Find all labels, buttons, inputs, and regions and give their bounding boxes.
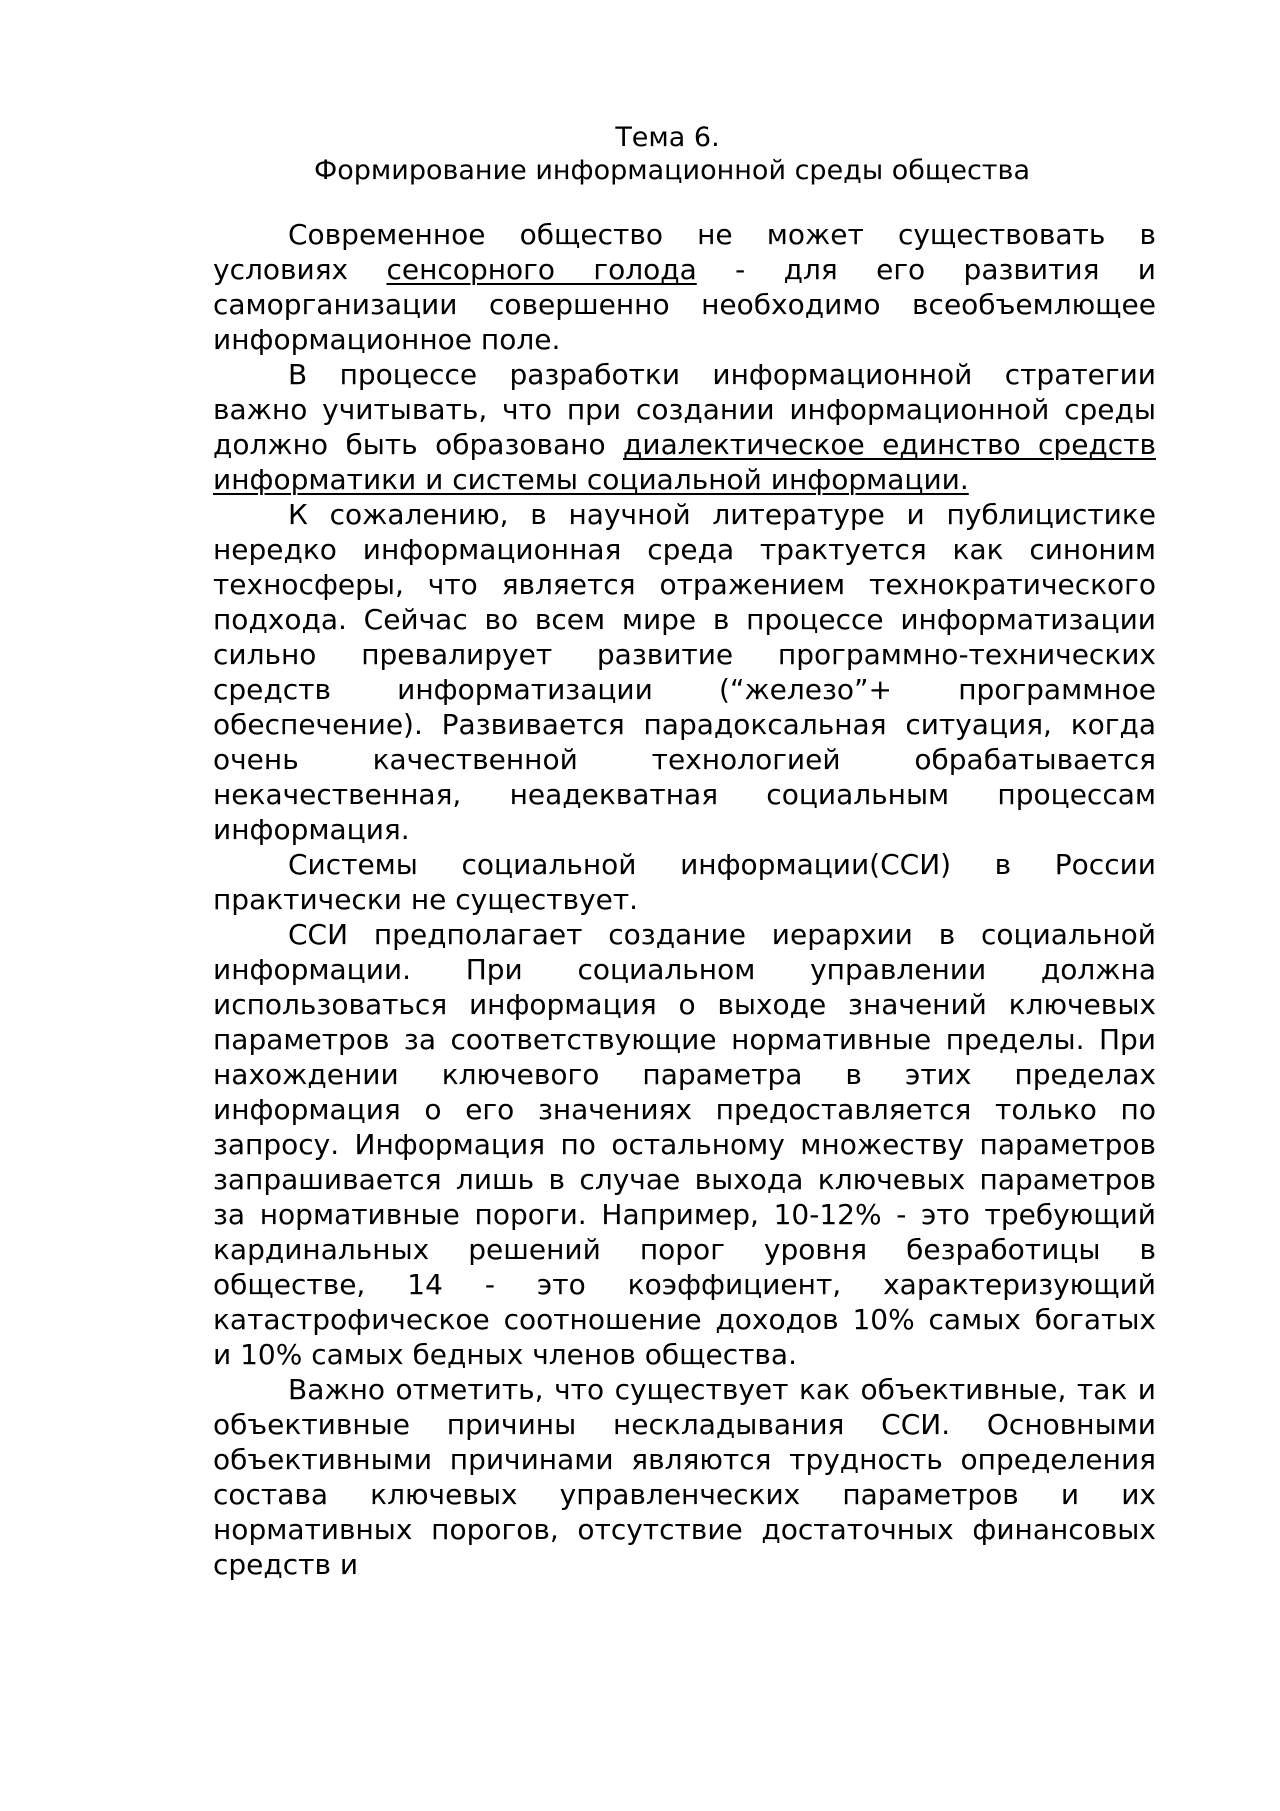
paragraph-1-text-start: Современное общество не может существовать в условиях (213, 218, 1156, 286)
page-title: Формирование информационной среды общества (314, 155, 1030, 186)
underlined-term-dialectical-unity: диалектическое единство средств информатики и системы социальной информации. (213, 428, 1156, 496)
underlined-term-sensory-hunger: сенсорного голода (386, 253, 697, 286)
paragraph-6: Важно отметить, что существует как объективные, так и объективные причины нескладывания ССИ. Основными объективными причинами являются трудность определения состава ключевых управленческих параметров и их нормативных порогов, отсутствие достаточных финансовых средств и (213, 1373, 1156, 1581)
paragraph-5: ССИ предполагает создание иерархии в социальной информации. При социальном управлении должна использоваться информация о выходе значений ключевых параметров за соответствующие нормативные пределы. При нахождении ключевого параметра в этих пределах информация о его значениях предоставляется только по запросу. Информация по остальному множеству параметров запрашивается лишь в случае выхода ключевых параметров за нормативные пороги. Например, 10-12% - это требующий кардинальных решений порог уровня безработицы в обществе, 14 - это коэффициент, характеризующий катастрофическое соотношение доходов 10% самых богатых и 10% самых бедных членов общества. (213, 918, 1156, 1371)
document-body (213, 217, 1156, 1582)
paragraph-2 (213, 357, 1156, 497)
paragraph-1 (213, 217, 1156, 357)
paragraph-4: Системы социальной информации(ССИ) в России практически не существует. (213, 848, 1156, 916)
paragraph-3: К сожалению, в научной литературе и публицистике нередко информационная среда трактуется как синоним техносферы, что является отражением технократического подхода. Сейчас во всем мире в процессе информатизации сильно превалирует развитие программно-технических средств информатизации (“железо”+ программное обеспечение). Развивается парадоксальная ситуация, когда очень качественной технологией обрабатывается некачественная, неадекватная социальным процессам информация. (213, 498, 1156, 846)
paragraph-2-text-start: В процессе разработки информационной стратегии важно учитывать, что при создании информационной среды должно быть образовано (213, 358, 1156, 461)
topic-heading: Тема 6. (615, 122, 720, 153)
paragraph-1-text-end: - для его развития и саморганизации совершенно необходимо всеобъемлющее информационное поле. (213, 253, 1156, 356)
